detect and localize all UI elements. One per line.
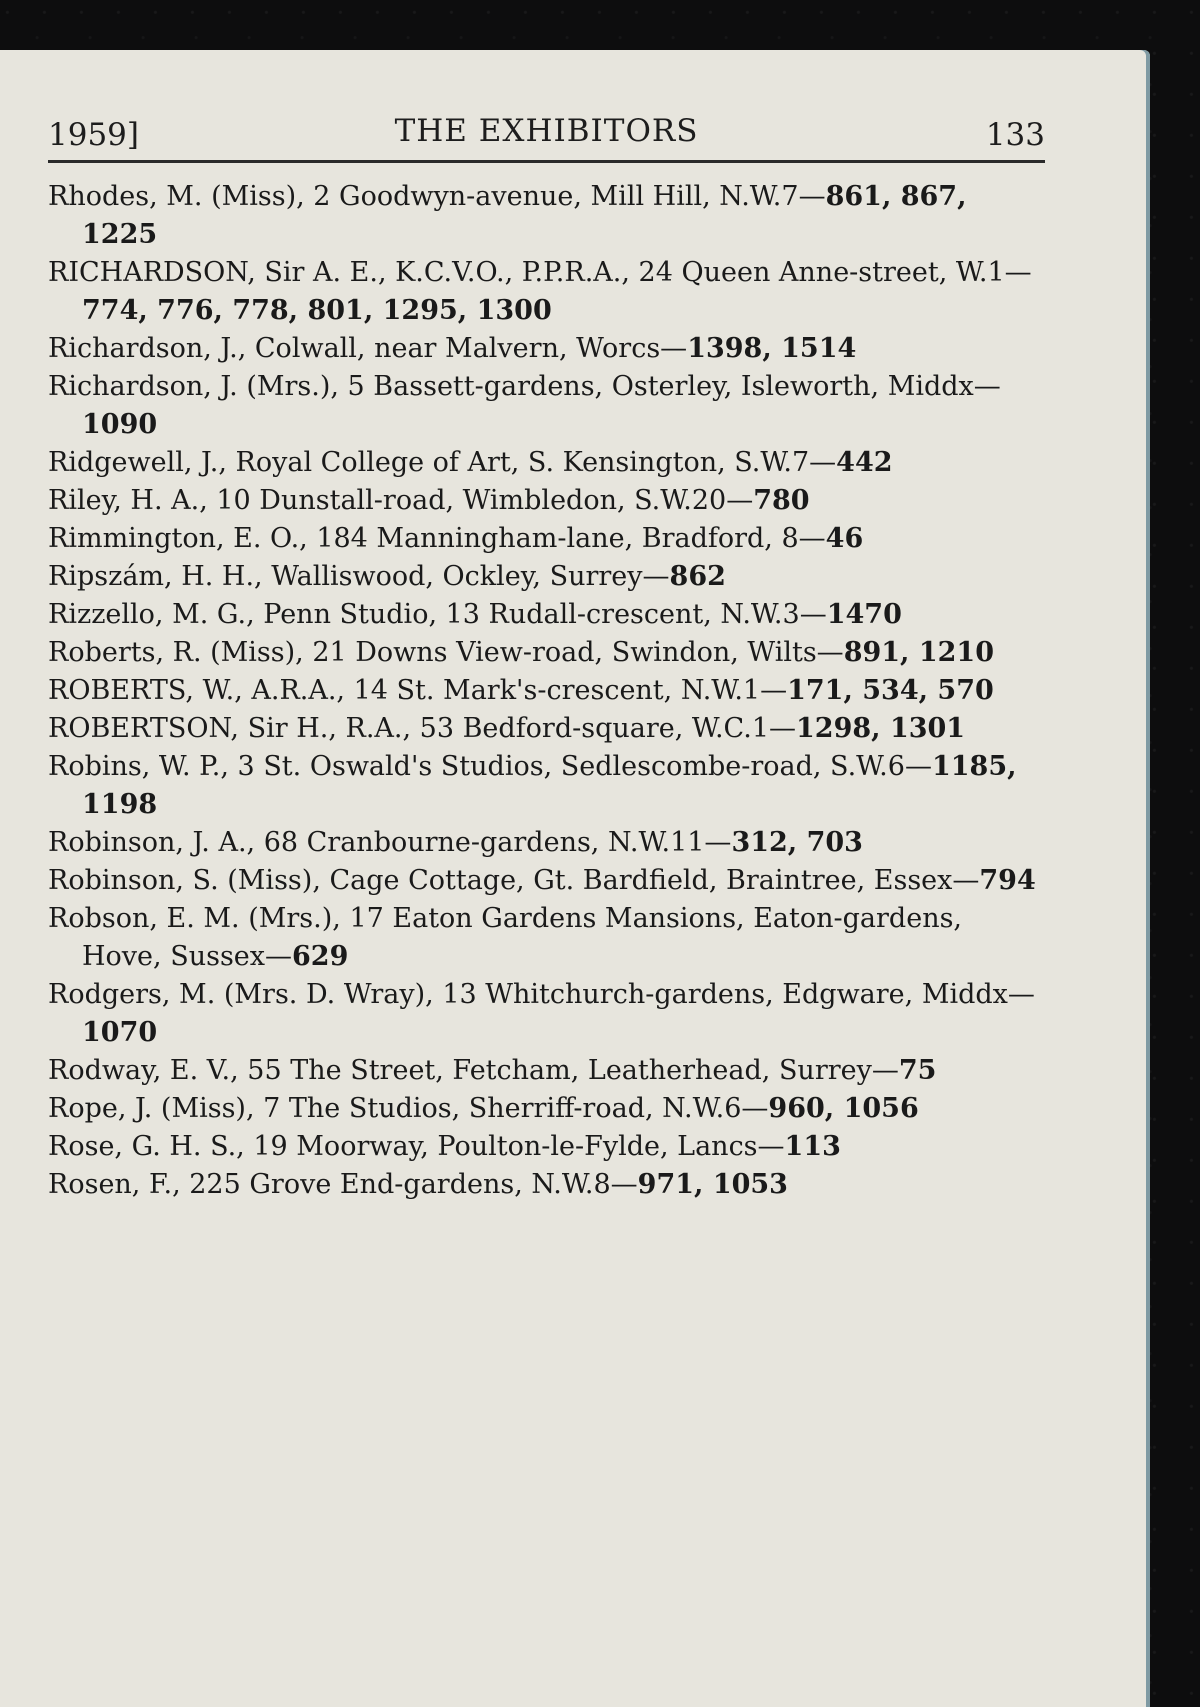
header-rule <box>48 160 1045 163</box>
entry-numbers: 171, 534, 570 <box>787 675 994 706</box>
entry-numbers: 113 <box>784 1131 841 1162</box>
entry-numbers: 960, 1056 <box>768 1093 919 1124</box>
entry-text: Rhodes, M. (Miss), 2 Goodwyn-avenue, Mill Hill, N.W.7— <box>48 181 826 212</box>
list-item <box>48 1090 1045 1128</box>
entry-text: Roberts, R. (Miss), 21 Downs View-road, Swindon, Wilts— <box>48 637 844 668</box>
list-item <box>48 710 1045 748</box>
list-item <box>48 520 1045 558</box>
list-item <box>48 1166 1045 1204</box>
entry-numbers: 774, 776, 778, 801, 1295, 1300 <box>82 295 552 326</box>
list-item <box>48 672 1045 710</box>
list-item <box>48 596 1045 634</box>
list-item <box>48 976 1045 1052</box>
list-item <box>48 558 1045 596</box>
list-item <box>48 368 1045 444</box>
entry-numbers: 1398, 1514 <box>687 333 857 364</box>
list-item <box>48 178 1045 254</box>
entry-text: Richardson, J. (Mrs.), 5 Bassett-gardens, Osterley, Isleworth, Middx— <box>48 371 1001 402</box>
header-title: THE EXHIBITORS <box>394 113 699 149</box>
entry-text: Rope, J. (Miss), 7 The Studios, Sherriff-road, N.W.6— <box>48 1093 769 1124</box>
page-number: 133 <box>985 117 1045 153</box>
entry-text: Richardson, J., Colwall, near Malvern, Worcs— <box>48 333 688 364</box>
entry-text: Rodway, E. V., 55 The Street, Fetcham, Leatherhead, Surrey— <box>48 1055 899 1086</box>
list-item <box>48 330 1045 368</box>
entry-text: Robinson, S. (Miss), Cage Cottage, Gt. Bardfield, Braintree, Essex— <box>48 865 980 896</box>
entry-text: Robinson, J. A., 68 Cranbourne-gardens, N.W.11— <box>48 827 732 858</box>
entry-text: Rose, G. H. S., 19 Moorway, Poulton-le-Fylde, Lancs— <box>48 1131 785 1162</box>
entry-text: RICHARDSON, Sir A. E., K.C.V.O., P.P.R.A., 24 Queen Anne-street, W.1— <box>48 257 1032 288</box>
entry-text: Rodgers, M. (Mrs. D. Wray), 13 Whitchurch-gardens, Edgware, Middx— <box>48 979 1035 1010</box>
entry-numbers: 891, 1210 <box>843 637 994 668</box>
exhibitor-list <box>48 178 1045 1204</box>
entry-numbers: 442 <box>836 447 893 478</box>
entry-numbers: 75 <box>898 1055 937 1086</box>
list-item <box>48 824 1045 862</box>
list-item <box>48 862 1045 900</box>
list-item <box>48 254 1045 330</box>
entry-numbers: 1185, 1198 <box>82 751 1017 820</box>
entry-text: Ripszám, H. H., Walliswood, Ockley, Surrey— <box>48 561 670 592</box>
entry-numbers: 312, 703 <box>731 827 863 858</box>
entry-numbers: 1070 <box>82 1017 158 1048</box>
entry-numbers: 971, 1053 <box>637 1169 788 1200</box>
entry-numbers: 46 <box>825 523 864 554</box>
entry-numbers: 1090 <box>82 409 158 440</box>
entry-text: Rosen, F., 225 Grove End-gardens, N.W.8— <box>48 1169 638 1200</box>
entry-text: Ridgewell, J., Royal College of Art, S. Kensington, S.W.7— <box>48 447 837 478</box>
entry-text: Rizzello, M. G., Penn Studio, 13 Rudall-crescent, N.W.3— <box>48 599 827 630</box>
list-item <box>48 634 1045 672</box>
list-item <box>48 444 1045 482</box>
list-item <box>48 900 1045 976</box>
entry-numbers: 780 <box>753 485 810 516</box>
entry-numbers: 861, 867, 1225 <box>82 181 967 250</box>
entry-text: Robson, E. M. (Mrs.), 17 Eaton Gardens Mansions, Eaton-gardens, Hove, Sussex— <box>48 903 963 972</box>
entry-numbers: 794 <box>979 865 1036 896</box>
entry-text: Robins, W. P., 3 St. Oswald's Studios, Sedlescombe-road, S.W.6— <box>48 751 932 782</box>
list-item <box>48 748 1045 824</box>
entry-numbers: 1298, 1301 <box>796 713 966 744</box>
entry-text: Riley, H. A., 10 Dunstall-road, Wimbledon, S.W.20— <box>48 485 754 516</box>
entry-text: ROBERTS, W., A.R.A., 14 St. Mark's-crescent, N.W.1— <box>48 675 788 706</box>
running-header <box>48 103 1045 163</box>
entry-text: ROBERTSON, Sir H., R.A., 53 Bedford-square, W.C.1— <box>48 713 796 744</box>
header-year: 1959] <box>48 117 139 153</box>
list-item <box>48 1128 1045 1166</box>
entry-numbers: 629 <box>292 941 349 972</box>
list-item <box>48 482 1045 520</box>
entry-text: Rimmington, E. O., 184 Manningham-lane, Bradford, 8— <box>48 523 826 554</box>
list-item <box>48 1052 1045 1090</box>
entry-numbers: 862 <box>669 561 726 592</box>
entry-numbers: 1470 <box>826 599 902 630</box>
